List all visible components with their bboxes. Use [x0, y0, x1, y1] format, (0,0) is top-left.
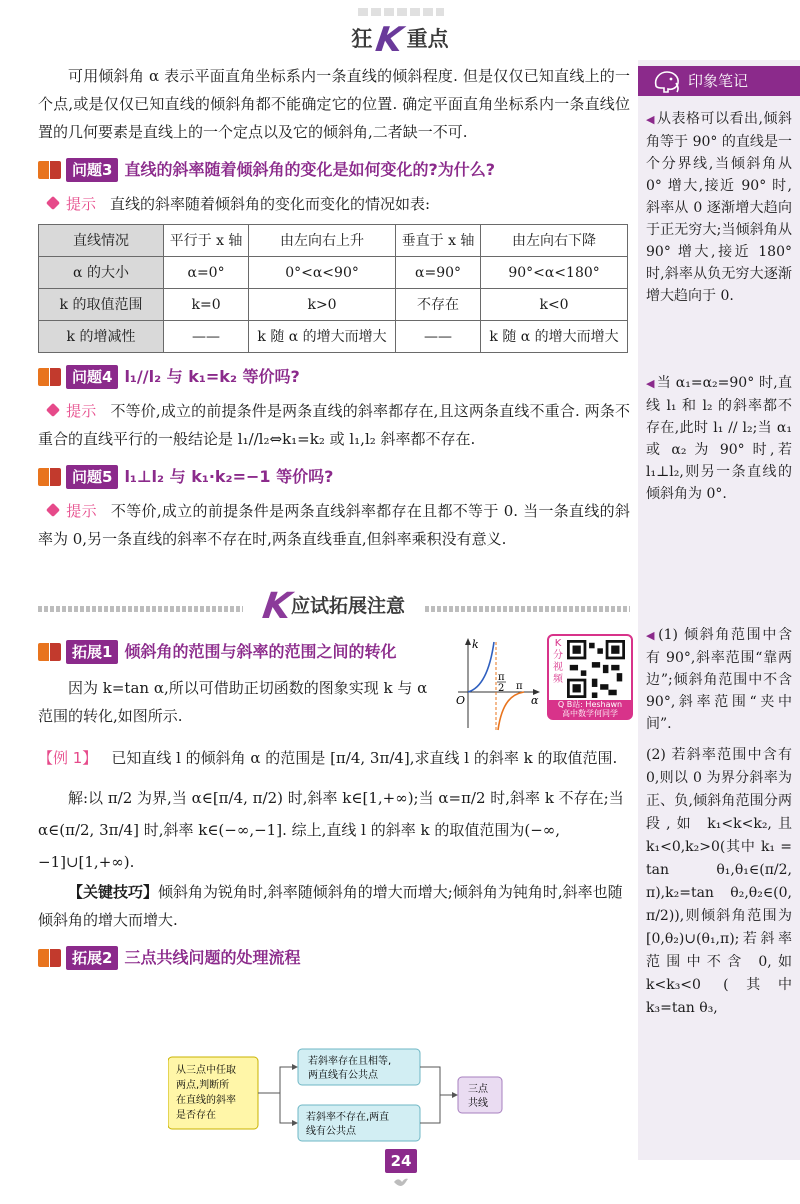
k-axis-arrow-icon [465, 638, 471, 645]
book-icon [38, 159, 62, 181]
table-cell: 垂直于 x 轴 [395, 225, 480, 257]
table-row-header: k 的增减性 [39, 321, 164, 353]
flow-start-line: 两点,判断所 [176, 1080, 230, 1091]
table-cell: α=90° [395, 257, 480, 289]
flow-start-line: 在直线的斜率 [176, 1095, 236, 1106]
question-5-title: l₁⊥l₂ 与 k₁·k₂=−1 等价吗? [124, 467, 334, 486]
hint-diamond-icon [46, 196, 60, 210]
flow-bottom-line: 若斜率不存在,两直 [306, 1112, 390, 1123]
extension-2-tag: 拓展2 [66, 946, 118, 970]
alpha-axis-label: α [531, 694, 539, 707]
elephant-icon [652, 68, 682, 94]
table-cell: k<0 [481, 289, 628, 321]
table-cell: α=0° [164, 257, 249, 289]
extension-1-heading [38, 638, 448, 666]
key-skill-tag: 【关键技巧】 [68, 883, 159, 901]
hint-label: 提示 [66, 402, 97, 420]
book-icon [38, 466, 62, 488]
qr-side-label: K分视频 [553, 638, 563, 685]
question-3-heading [38, 156, 630, 184]
extension-1-tag: 拓展1 [66, 640, 118, 664]
page-header [0, 8, 800, 60]
table-row [39, 321, 628, 353]
key-skill-text: 倾斜角为锐角时,斜率随倾斜角的增大而增大;倾斜角为钝角时,斜率也随倾斜角的增大而增大. [38, 883, 623, 929]
extension-2-title: 三点共线问题的处理流程 [124, 948, 301, 967]
extension-1-body: 因为 k=tan α,所以可借助正切函数的图象实现 k 与 α 范围的转化,如图所示. [38, 679, 428, 725]
hint-text: 不等价,成立的前提条件是两条直线斜率都存在且都不等于 0. 当一条直线的斜率为 0,另一条直线的斜率不存在时,两条直线垂直,但斜率乘积没有意义. [38, 502, 630, 548]
hint-text: 不等价,成立的前提条件是两条直线的斜率都存在,且这两条直线不重合. 两条不重合的直线平行的一般结论是 l₁//l₂⇔k₁=k₂ 或 l₁,l₂ 斜率都不存在. [38, 402, 630, 448]
table-cell: 由左向右上升 [249, 225, 396, 257]
page-number: 24 [385, 1149, 417, 1173]
table-cell: k=0 [164, 289, 249, 321]
pointer-triangle-icon: ◀ [646, 113, 655, 126]
slope-table [38, 224, 628, 353]
extension-1-title: 倾斜角的范围与斜率的范围之间的转化 [124, 642, 397, 661]
table-cell: 0°<α<90° [249, 257, 396, 289]
book-icon [38, 366, 62, 388]
question-3-hint [38, 190, 630, 218]
solution-text: 解:以 π/2 为界,当 α∈[π/4, π/2) 时,斜率 k∈[1,+∞);当 α=π/2 时,斜率 k 不存在;当 α∈(π/2, 3π/4] 时,斜率 k∈(−∞,−1]. 综上,直线 l 的斜率 k 的取值范围为(−∞,−1]∪[1,+∞). [38, 789, 624, 871]
table-row [39, 289, 628, 321]
hint-label: 提示 [66, 195, 97, 213]
notes-title: 印象笔记 [688, 72, 749, 90]
section-label: K应试拓展注意 [260, 586, 405, 627]
header-decoration [358, 8, 444, 16]
flow-arrow-icon [292, 1064, 298, 1070]
table-row-header: k 的取值范围 [39, 289, 164, 321]
note-3b: (2) 若斜率范围中含有 0,则以 0 为界分斜率为正、负,倾斜角范围分两段,如 k₁<k<k₂,且 k₁<0,k₂>0(其中 k₁ = tan θ₁,θ₁∈(π/2, π),k₂=tan θ₂,θ₂∈(0, π/2)),则倾斜角范围为 [0,θ₂)∪(θ₁,π);若斜率范围中不含 0,如 k<k₃<0 (其中 k₃=tan θ₃, [646, 747, 792, 1016]
example-text: 已知直线 l 的倾斜角 α 的范围是 [π/4, 3π/4],求直线 l 的斜率 k 的取值范围. [111, 749, 618, 767]
section-rule-right [425, 606, 630, 612]
collinear-flowchart [168, 1047, 518, 1143]
k-axis-label: k [472, 638, 479, 651]
flow-arrow-icon [292, 1120, 298, 1126]
hint-label: 提示 [66, 502, 97, 520]
book-icon [38, 641, 62, 663]
flow-connector-left [258, 1067, 294, 1123]
flow-arrow-icon [452, 1092, 458, 1098]
question-4-title: l₁//l₂ 与 k₁=k₂ 等价吗? [124, 367, 300, 386]
question-4-hint [38, 397, 630, 453]
qr-video-card[interactable] [547, 634, 633, 720]
note-3a: ◀ (1) 倾斜角范围中含有 90°,斜率范围“靠两边”;倾斜角范围中不含 90°,斜率范围“夹中间”. [646, 627, 792, 732]
flow-bottom-line: 线有公共点 [306, 1126, 356, 1137]
tangent-graph [456, 636, 540, 732]
question-5-heading [38, 463, 630, 491]
example-tag: 【例 1】 [38, 749, 98, 767]
flow-start-line: 是否存在 [176, 1110, 216, 1121]
hint-diamond-icon [46, 503, 60, 517]
qr-footer: Q B站: Heshawn 高中数学何同学 [549, 700, 631, 718]
book-icon [38, 947, 62, 969]
flow-start-line: 从三点中任取 [176, 1065, 236, 1076]
main-column [38, 62, 630, 553]
question-3-title: 直线的斜率随着倾斜角的变化是如何变化的?为什么? [124, 160, 496, 179]
pointer-triangle-icon: ◀ [646, 629, 657, 642]
table-cell: k 随 α 的增大而增大 [249, 321, 396, 353]
question-4-tag: 问题4 [66, 365, 118, 389]
table-row [39, 225, 628, 257]
extension-area [38, 632, 630, 1137]
question-5-hint [38, 497, 630, 553]
question-4-heading [38, 363, 630, 391]
section-rule-left [38, 606, 243, 612]
origin-label: O [456, 694, 466, 707]
hint-diamond-icon [46, 403, 60, 417]
notes-tab [638, 66, 800, 96]
section-title [38, 586, 630, 626]
flow-top-line: 若斜率存在且相等, [308, 1056, 392, 1067]
section-k-logo: K [260, 586, 294, 627]
table-cell: k>0 [249, 289, 396, 321]
tan-curve-right [498, 692, 524, 730]
qr-code-icon[interactable] [567, 640, 625, 698]
table-cell: 不存在 [395, 289, 480, 321]
extension-2-heading [38, 944, 630, 972]
flow-end-line: 三点 [468, 1084, 488, 1095]
note-2: ◀ 当 α₁=α₂=90° 时,直线 l₁ 和 l₂ 的斜率都不存在,此时 l₁ // l₂;当 α₁ 或 α₂ 为 90° 时,若 l₁⊥l₂,则另一条直线的倾斜角为 0°. [646, 375, 792, 502]
table-row-header: 直线情况 [39, 225, 164, 257]
flow-end-line: 共线 [468, 1098, 488, 1109]
pointer-triangle-icon: ◀ [646, 377, 655, 390]
flow-connector-right [420, 1067, 454, 1123]
intro-paragraph: 可用倾斜角 α 表示平面直角坐标系内一条直线的倾斜程度. 但是仅仅已知直线上的一个点,或是仅仅已知直线的倾斜角都不能确定它的位置. 确定平面直角坐标系内一条直线位置的几何要素是直线上的一个定点以及它的倾斜角,二者缺一不可. [38, 67, 630, 141]
table-row-header: α 的大小 [39, 257, 164, 289]
flow-top-line: 两直线有公共点 [308, 1070, 378, 1081]
bird-icon [393, 1176, 409, 1188]
header-brand: 狂K重点 [351, 20, 449, 60]
table-cell: 平行于 x 轴 [164, 225, 249, 257]
table-cell: k 随 α 的增大而增大 [481, 321, 628, 353]
table-cell: —— [164, 321, 249, 353]
hint-text: 直线的斜率随着倾斜角的变化而变化的情况如表: [110, 195, 431, 213]
table-row [39, 257, 628, 289]
table-cell: —— [395, 321, 480, 353]
half-pi-numerator: π [498, 672, 505, 683]
table-cell: 90°<α<180° [481, 257, 628, 289]
key-skill [38, 878, 630, 934]
table-cell: 由左向右下降 [481, 225, 628, 257]
note-1: ◀ 从表格可以看出,倾斜角等于 90° 的直线是一个分界线,当倾斜角从 0° 增大,接近 90° 时,斜率从 0 逐渐增大趋向于正无穷大;当倾斜角从 90° 增大,接近 180° 时,斜率从负无穷大逐渐增大趋向于 0. [646, 111, 792, 304]
half-pi-denominator: 2 [498, 683, 505, 694]
example-1 [38, 744, 630, 772]
pi-label: π [516, 681, 523, 692]
brand-k-logo: K [373, 20, 406, 60]
question-5-tag: 问题5 [66, 465, 118, 489]
question-3-tag: 问题3 [66, 158, 118, 182]
